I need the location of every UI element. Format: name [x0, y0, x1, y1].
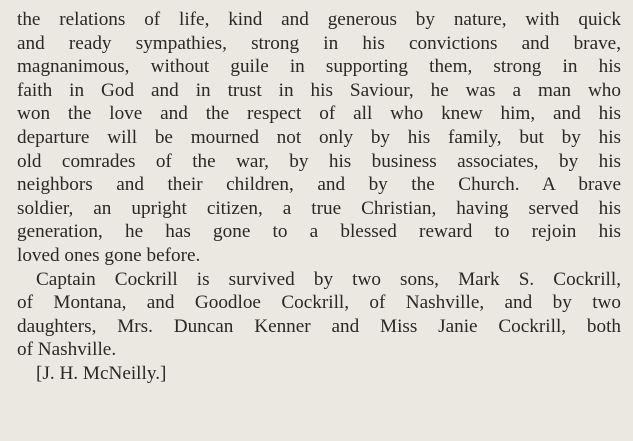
- text-line: the relations of life, kind and generous by nature, with quick: [17, 9, 621, 30]
- text-line: Captain Cockrill is survived by two sons, Mark S. Cockrill,: [36, 268, 621, 290]
- text-line: daughters, Mrs. Duncan Kenner and Miss Janie Cockrill, both: [17, 315, 621, 337]
- text-line: and ready sympathies, strong in his convictions and brave,: [17, 32, 621, 54]
- text-line: won the love and the respect of all who knew him, and his: [17, 103, 621, 125]
- text-line: faith in God and in trust in his Saviour, he was a man who: [17, 79, 621, 101]
- text-line: neighbors and their children, and by the Church. A brave: [17, 174, 621, 196]
- text-line: departure will be mourned not only by his family, but by his: [17, 126, 621, 148]
- text-line: generation, he has gone to a blessed reward to rejoin his: [17, 221, 621, 243]
- text-line: old comrades of the war, by his business associates, by his: [17, 150, 621, 172]
- paragraph-tribute: [17, 8, 621, 268]
- text-line: of Nashville.: [17, 339, 117, 361]
- text-line: loved ones gone before.: [17, 244, 201, 266]
- paragraph-survivors: [17, 268, 621, 362]
- text-line: magnanimous, without guile in supporting them, strong in his: [17, 56, 621, 78]
- author-signature: [J. H. McNeilly.]: [36, 362, 167, 384]
- text-line: soldier, an upright citizen, a true Christian, having served his: [17, 197, 621, 219]
- text-line: of Montana, and Goodloe Cockrill, of Nashville, and by two: [17, 292, 621, 314]
